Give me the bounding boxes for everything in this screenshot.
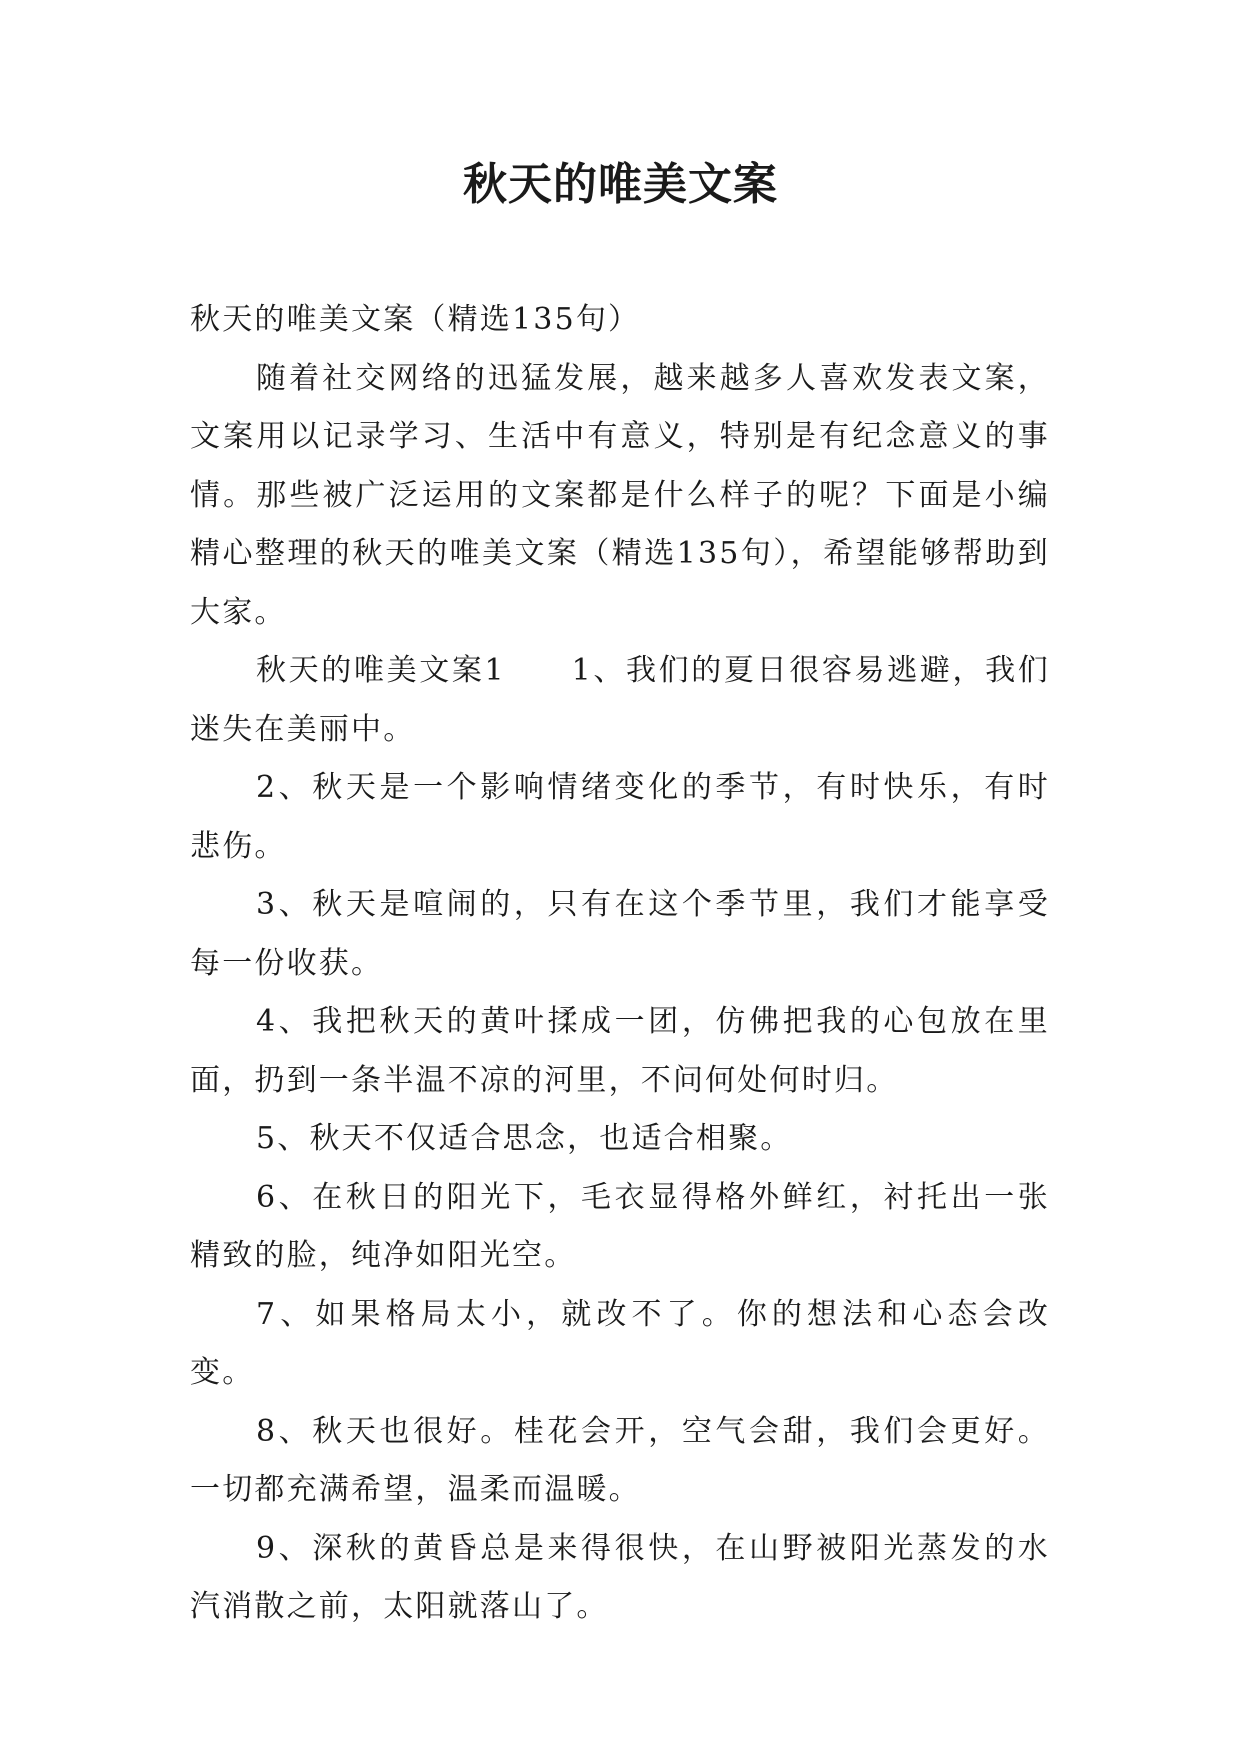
document-body	[190, 291, 1050, 1637]
paragraph-9: 9、深秋的黄昏总是来得很快，在山野被阳光蒸发的水汽消散之前，太阳就落山了。	[190, 1530, 1050, 1624]
paragraph-8: 8、秋天也很好。桂花会开，空气会甜，我们会更好。一切都充满希望，温柔而温暖。	[190, 1413, 1050, 1507]
document-title: 秋天的唯美文案	[463, 159, 778, 210]
intro-paragraph: 随着社交网络的迅猛发展，越来越多人喜欢发表文案，文案用以记录学习、生活中有意义，特别是有纪念意义的事情。那些被广泛运用的文案都是什么样子的呢？下面是小编精心整理的秋天的唯美文案（精选135句），希望能够帮助到大家。	[190, 360, 1050, 630]
paragraph-7: 7、如果格局太小，就改不了。你的想法和心态会改变。	[190, 1296, 1050, 1390]
paragraph-6: 6、在秋日的阳光下，毛衣显得格外鲜红，衬托出一张精致的脸，纯净如阳光空。	[190, 1179, 1050, 1273]
document-subtitle: 秋天的唯美文案（精选135句）	[190, 302, 641, 337]
paragraph-3: 3、秋天是喧闹的，只有在这个季节里，我们才能享受每一份收获。	[190, 887, 1050, 981]
paragraph-5: 5、秋天不仅适合思念，也适合相聚。	[256, 1121, 793, 1156]
paragraph-4: 4、我把秋天的黄叶揉成一团，仿佛把我的心包放在里面，扔到一条半温不凉的河里，不问何处何时归。	[190, 1004, 1050, 1098]
paragraph-2: 2、秋天是一个影响情绪变化的季节，有时快乐，有时悲伤。	[190, 770, 1050, 864]
paragraph-1: 秋天的唯美文案1 1、我们的夏日很容易逃避，我们迷失在美丽中。	[190, 653, 1050, 747]
